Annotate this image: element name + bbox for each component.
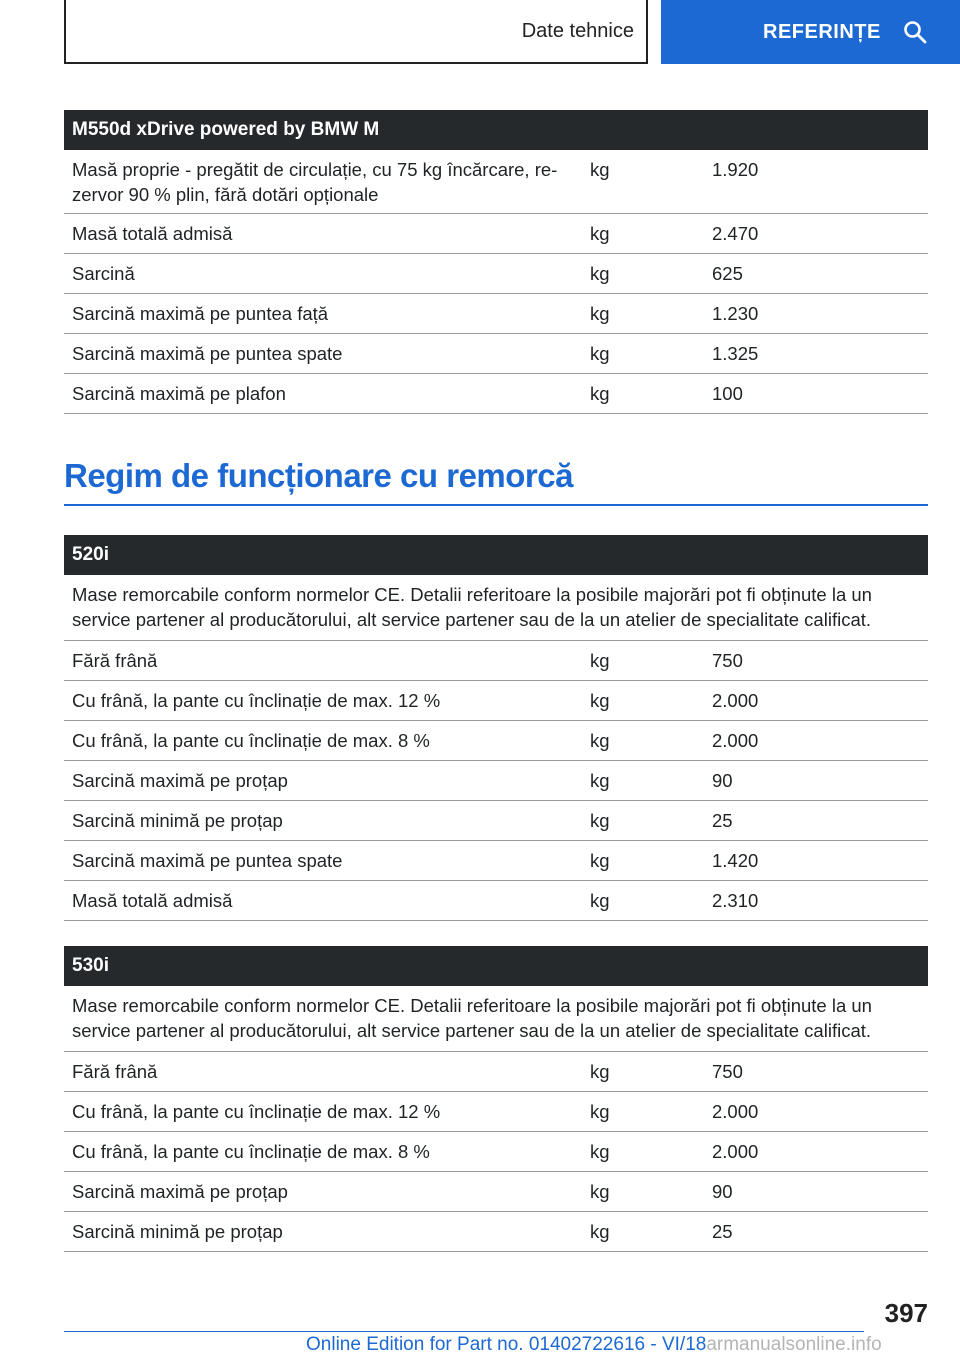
row-label: Masă totală admisă bbox=[72, 890, 233, 911]
row-value: 750 bbox=[712, 1061, 743, 1082]
table-row bbox=[64, 1132, 928, 1172]
row-label: Sarcină maximă pe proțap bbox=[72, 770, 288, 791]
row-value: 1.230 bbox=[712, 303, 759, 324]
row-label: Cu frână, la pante cu înclinație de max. 12 % bbox=[72, 690, 441, 711]
table-row bbox=[64, 1052, 928, 1092]
table-row bbox=[64, 150, 928, 214]
footer-edition bbox=[306, 1334, 882, 1356]
table-row bbox=[64, 681, 928, 721]
row-label: Sarcină maximă pe puntea spate bbox=[72, 343, 343, 364]
row-value: 25 bbox=[712, 1221, 733, 1242]
row-unit: kg bbox=[590, 383, 610, 404]
row-unit: kg bbox=[590, 343, 610, 364]
row-value: 1.920 bbox=[712, 159, 759, 180]
table-row bbox=[64, 641, 928, 681]
row-label: Fără frână bbox=[72, 1061, 158, 1082]
row-value: 2.470 bbox=[712, 223, 759, 244]
row-unit: kg bbox=[590, 850, 610, 871]
row-label: Cu frână, la pante cu înclinație de max. 12 % bbox=[72, 1101, 441, 1122]
table-row bbox=[64, 1212, 928, 1252]
row-unit: kg bbox=[590, 730, 610, 751]
row-value: 750 bbox=[712, 650, 743, 671]
header-section-label: Date tehnice bbox=[521, 19, 634, 42]
table-row bbox=[64, 801, 928, 841]
row-value: 25 bbox=[712, 810, 733, 831]
table-row bbox=[64, 374, 928, 414]
table-530i bbox=[64, 946, 928, 1252]
row-label: Sarcină maximă pe plafon bbox=[72, 383, 286, 404]
row-value: 100 bbox=[712, 383, 743, 404]
row-value: 625 bbox=[712, 263, 743, 284]
row-value: 1.325 bbox=[712, 343, 759, 364]
row-unit: kg bbox=[590, 1061, 610, 1082]
footer-divider bbox=[64, 1331, 864, 1332]
row-unit: kg bbox=[590, 810, 610, 831]
row-unit: kg bbox=[590, 890, 610, 911]
table-title: 520i bbox=[64, 535, 928, 575]
row-unit: kg bbox=[590, 690, 610, 711]
table-row bbox=[64, 841, 928, 881]
table-row bbox=[64, 214, 928, 254]
table-m550d bbox=[64, 110, 928, 414]
row-unit: kg bbox=[590, 223, 610, 244]
row-unit: kg bbox=[590, 650, 610, 671]
header-section-tab[interactable] bbox=[64, 0, 648, 64]
row-unit: kg bbox=[590, 1141, 610, 1162]
row-label: Sarcină minimă pe proțap bbox=[72, 810, 283, 831]
table-row bbox=[64, 881, 928, 921]
table-row bbox=[64, 721, 928, 761]
table-row bbox=[64, 1092, 928, 1132]
row-label: Sarcină minimă pe proțap bbox=[72, 1221, 283, 1242]
table-row bbox=[64, 761, 928, 801]
row-unit: kg bbox=[590, 303, 610, 324]
row-value: 2.000 bbox=[712, 730, 759, 751]
table-row bbox=[64, 1172, 928, 1212]
row-label: Fără frână bbox=[72, 650, 158, 671]
row-unit: kg bbox=[590, 1221, 610, 1242]
table-row bbox=[64, 254, 928, 294]
row-label: Sarcină maximă pe puntea spate bbox=[72, 850, 343, 871]
reference-button[interactable] bbox=[661, 0, 960, 64]
section-heading: Regim de funcționare cu remorcă bbox=[64, 456, 928, 506]
reference-label: REFERINȚE bbox=[763, 20, 881, 43]
row-label: Cu frână, la pante cu înclinație de max. 8 % bbox=[72, 1141, 430, 1162]
table-note: Mase remorcabile conform normelor CE. Detalii referitoare la posibile majorări pot fi obținute la un service partener al producătorului, alt service partener sau de la un atelier de specialitate calificat. bbox=[64, 575, 928, 641]
row-value: 1.420 bbox=[712, 850, 759, 871]
row-label: Masă totală admisă bbox=[72, 223, 233, 244]
search-icon[interactable] bbox=[903, 20, 927, 44]
row-label: Sarcină maximă pe proțap bbox=[72, 1181, 288, 1202]
row-label: Sarcină maximă pe puntea față bbox=[72, 303, 329, 324]
row-unit: kg bbox=[590, 1101, 610, 1122]
footer-edition-text: Online Edition for Part no. 01402722616 - VI/18 bbox=[306, 1334, 707, 1355]
footer-watermark: armanualsonline.info bbox=[706, 1334, 882, 1355]
row-value: 2.000 bbox=[712, 1141, 759, 1162]
table-title: 530i bbox=[64, 946, 928, 986]
table-520i bbox=[64, 535, 928, 921]
page-number: 397 bbox=[884, 1298, 928, 1328]
row-value: 90 bbox=[712, 1181, 733, 1202]
row-value: 2.310 bbox=[712, 890, 759, 911]
table-row bbox=[64, 294, 928, 334]
row-value: 2.000 bbox=[712, 690, 759, 711]
row-value: 90 bbox=[712, 770, 733, 791]
table-note: Mase remorcabile conform normelor CE. Detalii referitoare la posibile majorări pot fi obținute la un service partener al producătorului, alt service partener sau de la un atelier de specialitate calificat. bbox=[64, 986, 928, 1052]
table-title: M550d xDrive powered by BMW M bbox=[64, 110, 928, 150]
row-label: Masă proprie - pregătit de circulație, cu 75 kg încărcare, re-zervor 90 % plin, fără dotări opționale bbox=[72, 159, 558, 205]
row-unit: kg bbox=[590, 159, 610, 180]
table-row bbox=[64, 334, 928, 374]
row-unit: kg bbox=[590, 1181, 610, 1202]
row-unit: kg bbox=[590, 263, 610, 284]
row-value: 2.000 bbox=[712, 1101, 759, 1122]
row-label: Sarcină bbox=[72, 263, 135, 284]
row-unit: kg bbox=[590, 770, 610, 791]
row-label: Cu frână, la pante cu înclinație de max. 8 % bbox=[72, 730, 430, 751]
